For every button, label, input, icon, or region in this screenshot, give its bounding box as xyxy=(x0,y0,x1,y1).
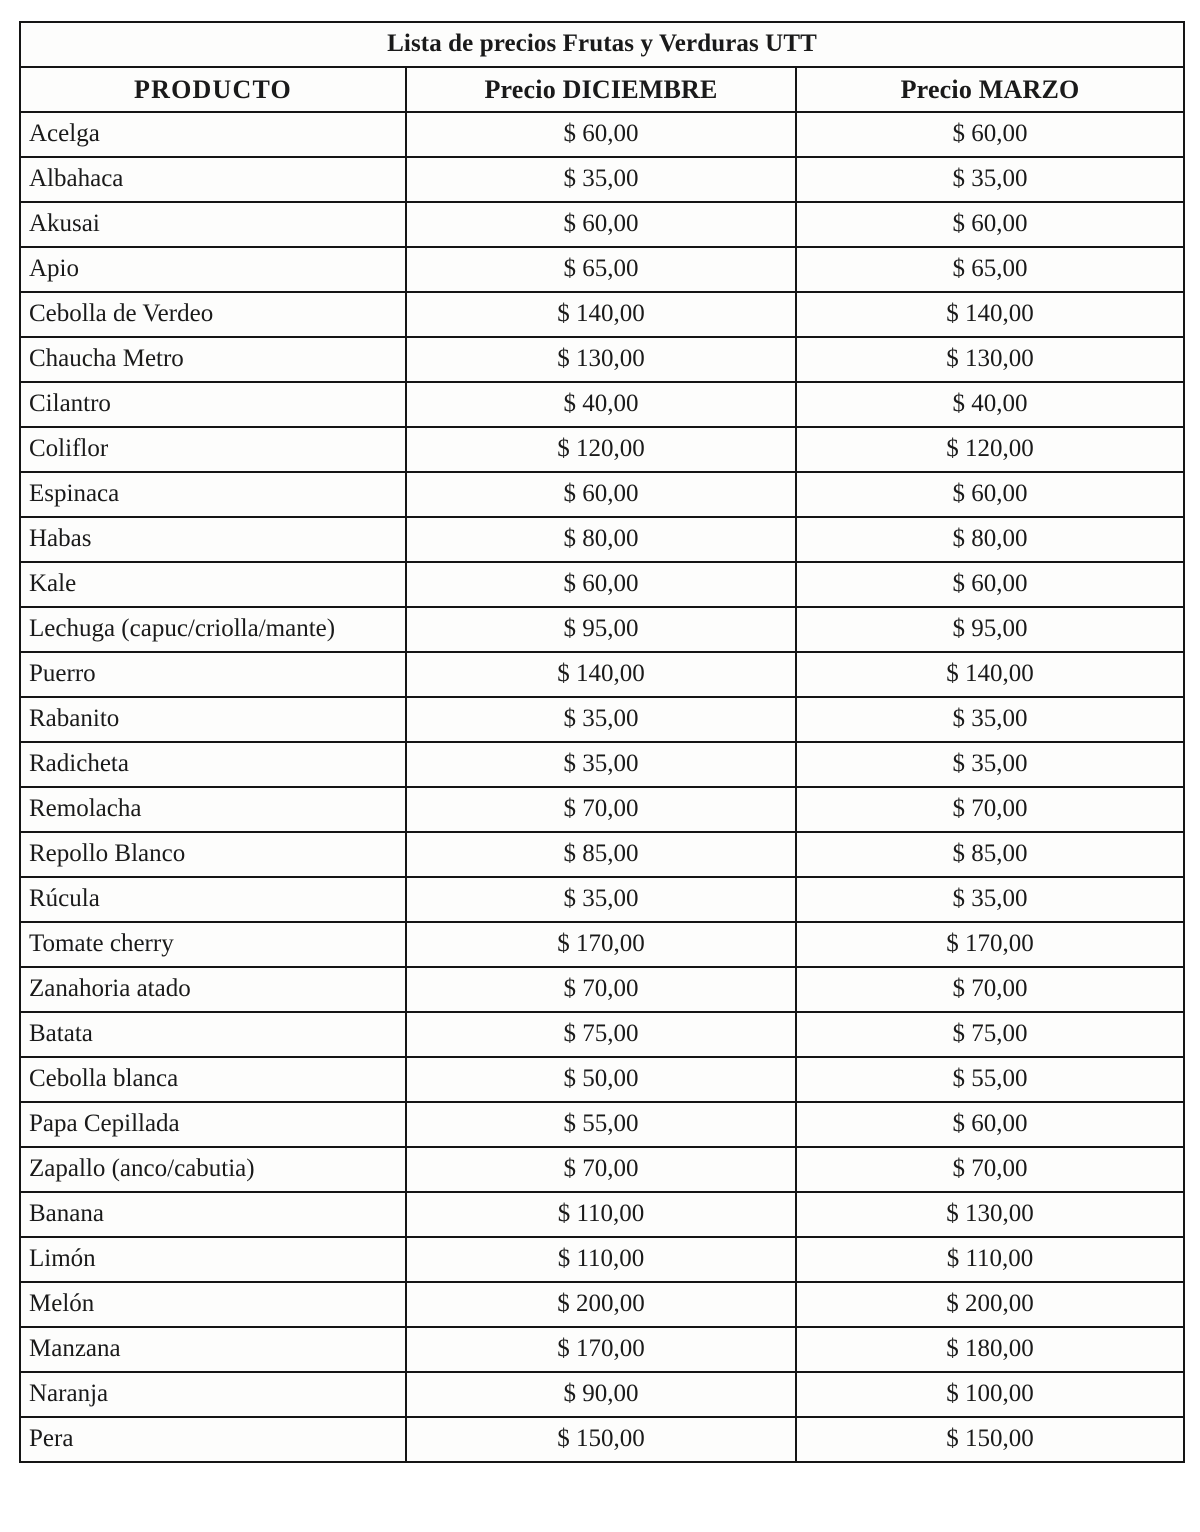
cell-precio-diciembre: $ 75,00 xyxy=(406,1012,796,1057)
cell-producto: Albahaca xyxy=(20,157,406,202)
cell-producto: Banana xyxy=(20,1192,406,1237)
cell-precio-diciembre: $ 35,00 xyxy=(406,697,796,742)
cell-producto: Manzana xyxy=(20,1327,406,1372)
table-row xyxy=(20,337,1184,382)
table-row xyxy=(20,1327,1184,1372)
cell-precio-diciembre: $ 40,00 xyxy=(406,382,796,427)
table-row xyxy=(20,202,1184,247)
cell-producto: Acelga xyxy=(20,112,406,157)
price-table xyxy=(19,21,1185,1463)
table-row xyxy=(20,292,1184,337)
cell-precio-diciembre: $ 130,00 xyxy=(406,337,796,382)
cell-precio-diciembre: $ 35,00 xyxy=(406,877,796,922)
cell-precio-marzo: $ 85,00 xyxy=(796,832,1184,877)
cell-precio-diciembre: $ 200,00 xyxy=(406,1282,796,1327)
cell-producto: Naranja xyxy=(20,1372,406,1417)
cell-precio-diciembre: $ 70,00 xyxy=(406,1147,796,1192)
cell-producto: Radicheta xyxy=(20,742,406,787)
table-row xyxy=(20,1417,1184,1462)
cell-producto: Chaucha Metro xyxy=(20,337,406,382)
cell-precio-marzo: $ 180,00 xyxy=(796,1327,1184,1372)
cell-precio-marzo: $ 35,00 xyxy=(796,877,1184,922)
cell-precio-diciembre: $ 95,00 xyxy=(406,607,796,652)
column-header-precio-marzo: Precio MARZO xyxy=(796,67,1184,112)
cell-precio-diciembre: $ 70,00 xyxy=(406,967,796,1012)
table-row xyxy=(20,1012,1184,1057)
table-row xyxy=(20,1282,1184,1327)
cell-producto: Rúcula xyxy=(20,877,406,922)
cell-producto: Repollo Blanco xyxy=(20,832,406,877)
cell-precio-diciembre: $ 35,00 xyxy=(406,157,796,202)
cell-precio-marzo: $ 130,00 xyxy=(796,1192,1184,1237)
table-row xyxy=(20,427,1184,472)
cell-precio-marzo: $ 60,00 xyxy=(796,472,1184,517)
cell-precio-diciembre: $ 110,00 xyxy=(406,1192,796,1237)
table-row xyxy=(20,472,1184,517)
cell-producto: Zapallo (anco/cabutia) xyxy=(20,1147,406,1192)
price-table-container xyxy=(19,21,1183,1463)
cell-precio-marzo: $ 200,00 xyxy=(796,1282,1184,1327)
cell-producto: Batata xyxy=(20,1012,406,1057)
cell-producto: Limón xyxy=(20,1237,406,1282)
table-row xyxy=(20,967,1184,1012)
cell-producto: Habas xyxy=(20,517,406,562)
table-row xyxy=(20,607,1184,652)
cell-precio-marzo: $ 35,00 xyxy=(796,742,1184,787)
cell-producto: Lechuga (capuc/criolla/mante) xyxy=(20,607,406,652)
cell-producto: Remolacha xyxy=(20,787,406,832)
cell-precio-marzo: $ 35,00 xyxy=(796,157,1184,202)
cell-precio-marzo: $ 65,00 xyxy=(796,247,1184,292)
cell-precio-diciembre: $ 140,00 xyxy=(406,292,796,337)
cell-precio-diciembre: $ 60,00 xyxy=(406,112,796,157)
cell-producto: Apio xyxy=(20,247,406,292)
cell-producto: Cebolla de Verdeo xyxy=(20,292,406,337)
cell-precio-diciembre: $ 60,00 xyxy=(406,202,796,247)
cell-producto: Kale xyxy=(20,562,406,607)
cell-precio-diciembre: $ 170,00 xyxy=(406,1327,796,1372)
table-row xyxy=(20,1057,1184,1102)
cell-precio-marzo: $ 60,00 xyxy=(796,1102,1184,1147)
table-row xyxy=(20,652,1184,697)
cell-precio-marzo: $ 100,00 xyxy=(796,1372,1184,1417)
cell-precio-diciembre: $ 60,00 xyxy=(406,562,796,607)
cell-producto: Papa Cepillada xyxy=(20,1102,406,1147)
cell-producto: Coliflor xyxy=(20,427,406,472)
cell-precio-marzo: $ 150,00 xyxy=(796,1417,1184,1462)
table-row xyxy=(20,877,1184,922)
table-row xyxy=(20,562,1184,607)
cell-producto: Zanahoria atado xyxy=(20,967,406,1012)
cell-precio-marzo: $ 60,00 xyxy=(796,112,1184,157)
table-row xyxy=(20,787,1184,832)
cell-precio-marzo: $ 110,00 xyxy=(796,1237,1184,1282)
cell-precio-marzo: $ 80,00 xyxy=(796,517,1184,562)
table-row xyxy=(20,742,1184,787)
cell-precio-diciembre: $ 170,00 xyxy=(406,922,796,967)
cell-precio-marzo: $ 60,00 xyxy=(796,562,1184,607)
cell-producto: Rabanito xyxy=(20,697,406,742)
column-header-row xyxy=(20,67,1184,112)
cell-precio-diciembre: $ 120,00 xyxy=(406,427,796,472)
column-header-precio-diciembre: Precio DICIEMBRE xyxy=(406,67,796,112)
cell-precio-marzo: $ 35,00 xyxy=(796,697,1184,742)
cell-precio-diciembre: $ 80,00 xyxy=(406,517,796,562)
cell-producto: Espinaca xyxy=(20,472,406,517)
cell-precio-marzo: $ 40,00 xyxy=(796,382,1184,427)
table-title: Lista de precios Frutas y Verduras UTT xyxy=(20,22,1184,67)
cell-producto: Pera xyxy=(20,1417,406,1462)
table-row xyxy=(20,382,1184,427)
cell-precio-diciembre: $ 90,00 xyxy=(406,1372,796,1417)
title-row xyxy=(20,22,1184,67)
cell-precio-diciembre: $ 50,00 xyxy=(406,1057,796,1102)
cell-precio-marzo: $ 140,00 xyxy=(796,652,1184,697)
table-row xyxy=(20,1147,1184,1192)
cell-precio-marzo: $ 70,00 xyxy=(796,967,1184,1012)
cell-precio-diciembre: $ 35,00 xyxy=(406,742,796,787)
cell-precio-marzo: $ 55,00 xyxy=(796,1057,1184,1102)
table-header xyxy=(20,22,1184,112)
table-row xyxy=(20,157,1184,202)
cell-producto: Akusai xyxy=(20,202,406,247)
cell-precio-diciembre: $ 55,00 xyxy=(406,1102,796,1147)
cell-precio-diciembre: $ 110,00 xyxy=(406,1237,796,1282)
cell-producto: Cebolla blanca xyxy=(20,1057,406,1102)
cell-precio-marzo: $ 60,00 xyxy=(796,202,1184,247)
cell-precio-marzo: $ 70,00 xyxy=(796,787,1184,832)
cell-precio-diciembre: $ 150,00 xyxy=(406,1417,796,1462)
cell-precio-marzo: $ 130,00 xyxy=(796,337,1184,382)
table-row xyxy=(20,1372,1184,1417)
cell-precio-marzo: $ 95,00 xyxy=(796,607,1184,652)
cell-precio-diciembre: $ 85,00 xyxy=(406,832,796,877)
table-row xyxy=(20,247,1184,292)
table-row xyxy=(20,517,1184,562)
cell-producto: Cilantro xyxy=(20,382,406,427)
table-row xyxy=(20,832,1184,877)
table-row xyxy=(20,1192,1184,1237)
cell-precio-diciembre: $ 70,00 xyxy=(406,787,796,832)
cell-precio-diciembre: $ 60,00 xyxy=(406,472,796,517)
table-row xyxy=(20,1102,1184,1147)
cell-producto: Puerro xyxy=(20,652,406,697)
table-row xyxy=(20,697,1184,742)
cell-precio-marzo: $ 120,00 xyxy=(796,427,1184,472)
table-body xyxy=(20,112,1184,1462)
cell-precio-marzo: $ 75,00 xyxy=(796,1012,1184,1057)
cell-precio-marzo: $ 140,00 xyxy=(796,292,1184,337)
cell-precio-marzo: $ 170,00 xyxy=(796,922,1184,967)
cell-producto: Tomate cherry xyxy=(20,922,406,967)
cell-precio-diciembre: $ 140,00 xyxy=(406,652,796,697)
table-row xyxy=(20,922,1184,967)
column-header-producto: PRODUCTO xyxy=(20,67,406,112)
table-row xyxy=(20,1237,1184,1282)
cell-precio-diciembre: $ 65,00 xyxy=(406,247,796,292)
table-row xyxy=(20,112,1184,157)
cell-producto: Melón xyxy=(20,1282,406,1327)
cell-precio-marzo: $ 70,00 xyxy=(796,1147,1184,1192)
